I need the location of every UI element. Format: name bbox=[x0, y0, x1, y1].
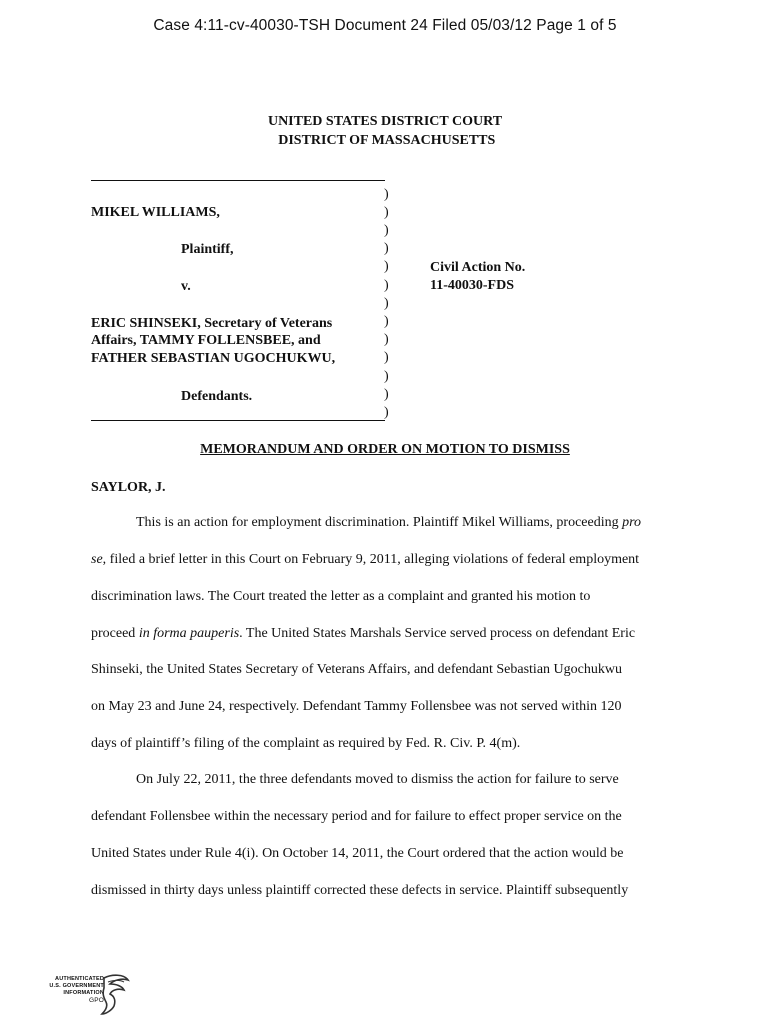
body-line: United States under Rule 4(i). On October 14, 2011, the Court ordered that the action would be bbox=[91, 846, 624, 861]
body-line bbox=[136, 515, 641, 531]
plaintiff-role: Plaintiff, bbox=[181, 242, 234, 257]
memorandum-title: MEMORANDUM AND ORDER ON MOTION TO DISMISS bbox=[200, 442, 570, 457]
body-line bbox=[91, 552, 639, 568]
defendants-line-3: FATHER SEBASTIAN UGOCHUKWU, bbox=[91, 351, 336, 366]
case-header: Case 4:11-cv-40030-TSH Document 24 Filed 05/03/12 Page 1 of 5 bbox=[153, 17, 617, 34]
judge-name: SAYLOR, J. bbox=[91, 480, 166, 495]
caption-paren: ) bbox=[384, 314, 389, 329]
caption-paren: ) bbox=[384, 278, 389, 293]
body-line: Shinseki, the United States Secretary of Veterans Affairs, and defendant Sebastian Ugochukwu bbox=[91, 662, 622, 677]
body-text-italic: in forma pauperis bbox=[138, 626, 240, 641]
caption-paren: ) bbox=[384, 241, 389, 256]
seal-text: AUTHENTICATED bbox=[55, 976, 104, 982]
caption-paren: ) bbox=[384, 387, 389, 402]
body-text: proceed bbox=[91, 626, 139, 641]
versus: v. bbox=[181, 279, 191, 294]
body-line: discrimination laws. The Court treated the letter as a complaint and granted his motion to bbox=[91, 589, 591, 604]
civil-action-label: Civil Action No. bbox=[430, 260, 526, 275]
caption-paren: ) bbox=[384, 259, 389, 274]
court-title bbox=[0, 112, 770, 150]
body-text: , filed a brief letter in this Court on February 9, 2011, alleging violations of federal employment bbox=[102, 552, 640, 567]
body-text: . The United States Marshals Service served process on defendant Eric bbox=[239, 626, 636, 641]
body-line: dismissed in thirty days unless plaintiff corrected these defects in service. Plaintiff subsequently bbox=[91, 883, 629, 898]
civil-action-number: 11-40030-FDS bbox=[430, 278, 514, 293]
seal-text: GPO bbox=[88, 997, 104, 1004]
caption-top-rule bbox=[91, 180, 385, 181]
court-name: UNITED STATES DISTRICT COURT bbox=[267, 114, 503, 129]
caption-paren: ) bbox=[384, 369, 389, 384]
body-line: defendant Follensbee within the necessary period and for failure to effect proper service on the bbox=[91, 809, 622, 824]
body-text-italic: se bbox=[91, 552, 103, 567]
body-line bbox=[91, 626, 635, 642]
caption-paren: ) bbox=[384, 332, 389, 347]
seal-text: INFORMATION bbox=[63, 990, 104, 996]
defendants-line-1: ERIC SHINSEKI, Secretary of Veterans bbox=[91, 316, 333, 331]
body-line: On July 22, 2011, the three defendants moved to dismiss the action for failure to serve bbox=[136, 772, 619, 787]
caption-paren: ) bbox=[384, 296, 389, 311]
court-district: DISTRICT OF MASSACHUSETTS bbox=[274, 133, 496, 148]
body-line: on May 23 and June 24, respectively. Defendant Tammy Follensbee was not served within 120 bbox=[91, 699, 622, 714]
caption-paren: ) bbox=[384, 350, 389, 365]
defendants-role: Defendants. bbox=[181, 389, 253, 404]
caption-bottom-rule bbox=[91, 420, 385, 421]
caption-paren: ) bbox=[384, 405, 389, 420]
caption-paren: ) bbox=[384, 223, 389, 238]
caption-paren: ) bbox=[384, 187, 389, 202]
caption-paren: ) bbox=[384, 205, 389, 220]
eagle-icon bbox=[98, 972, 132, 1016]
plaintiff-name: MIKEL WILLIAMS, bbox=[91, 205, 220, 220]
body-line: days of plaintiff’s filing of the complaint as required by Fed. R. Civ. P. 4(m). bbox=[91, 736, 521, 751]
body-text: This is an action for employment discrimination. Plaintiff Mikel Williams, proceeding bbox=[136, 515, 623, 530]
body-text-italic: pro bbox=[622, 515, 642, 530]
gpo-authentication-seal bbox=[42, 972, 132, 1016]
seal-text: U.S. GOVERNMENT bbox=[49, 983, 104, 989]
defendants-line-2: Affairs, TAMMY FOLLENSBEE, and bbox=[91, 333, 321, 348]
